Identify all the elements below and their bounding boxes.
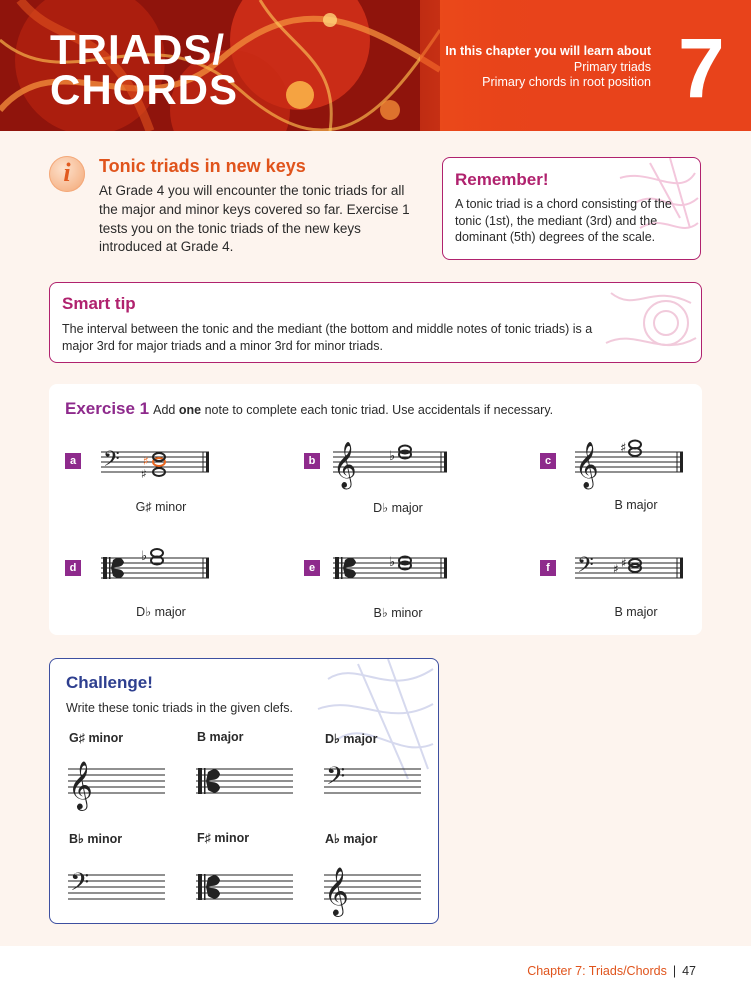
exercise-label-c: B major bbox=[614, 498, 658, 512]
challenge-staff-1[interactable] bbox=[68, 757, 168, 807]
challenge-staff-5[interactable] bbox=[196, 863, 296, 913]
challenge-key-label: A♭ major bbox=[325, 832, 378, 846]
exercise-title: Exercise 1 bbox=[65, 399, 150, 418]
exercise-letter-c: c bbox=[540, 453, 556, 469]
staff-a[interactable] bbox=[99, 432, 211, 492]
page-footer bbox=[527, 964, 696, 978]
sharp-icon: ♯ bbox=[143, 454, 149, 468]
challenge-box bbox=[49, 658, 439, 924]
flat-icon: ♭ bbox=[389, 555, 396, 570]
smart-tip-title: Smart tip bbox=[62, 294, 136, 313]
exercise-label-b: D♭ major bbox=[373, 501, 423, 515]
remember-body: A tonic triad is a chord consisting of the tonic (1st), the mediant (3rd) and the dominant (5th) degrees of the scale. bbox=[455, 197, 672, 244]
exercise-heading: Exercise 1 Add one note to complete each tonic triad. Use accidentals if necessary. bbox=[65, 399, 554, 418]
exercise-label-a: G♯ minor bbox=[135, 500, 187, 514]
flat-icon: ♭ bbox=[141, 549, 148, 564]
exercise-label-e: B♭ minor bbox=[373, 606, 423, 620]
challenge-staff-6[interactable] bbox=[324, 863, 424, 913]
challenge-title: Challenge! bbox=[66, 673, 153, 692]
bass-clef-icon: 𝄢 bbox=[70, 868, 90, 903]
tonic-section-body: At Grade 4 you will encounter the tonic triads for all the major and minor keys covered so far. Exercise 1 tests you on the tonic triads of the new keys introduced at Grade 4. bbox=[99, 183, 410, 255]
exercise-letter-d: d bbox=[65, 560, 81, 576]
treble-clef-icon: 𝄞 bbox=[68, 760, 93, 809]
challenge-key-label: B major bbox=[197, 730, 244, 744]
footer-separator: | bbox=[672, 964, 677, 978]
learning-objectives bbox=[445, 44, 651, 91]
staff-c[interactable] bbox=[573, 432, 685, 492]
chapter-header bbox=[0, 0, 751, 131]
challenge-key-label: D♭ major bbox=[325, 732, 378, 746]
staff-d[interactable] bbox=[99, 538, 211, 598]
smart-tip-body: The interval between the tonic and the mediant (the bottom and middle notes of tonic triads) is a major 3rd for major triads and a minor 3rd for minor triads. bbox=[62, 322, 593, 353]
learning-item: Primary chords in root position bbox=[482, 75, 651, 89]
exercise-1 bbox=[49, 384, 702, 635]
smart-tip-box bbox=[49, 282, 702, 363]
bass-clef-icon: 𝄢 bbox=[103, 447, 120, 477]
treble-clef-icon: 𝄞 bbox=[324, 866, 349, 915]
chapter-title: TRIADS/ CHORDS bbox=[50, 26, 239, 113]
info-icon: i bbox=[49, 156, 85, 192]
exercise-letter-a: a bbox=[65, 453, 81, 469]
bass-clef-icon: 𝄢 bbox=[326, 762, 346, 797]
challenge-staff-2[interactable] bbox=[196, 757, 296, 807]
remember-title: Remember! bbox=[455, 170, 549, 189]
staff-f[interactable] bbox=[573, 538, 685, 598]
page-number: 47 bbox=[682, 964, 696, 978]
challenge-key-label: B♭ minor bbox=[69, 832, 123, 846]
challenge-key-label: F♯ minor bbox=[197, 831, 250, 845]
challenge-key-label: G♯ minor bbox=[69, 731, 124, 745]
exercise-label-f: B major bbox=[614, 605, 658, 619]
chapter-number: 7 bbox=[678, 21, 725, 115]
exercise-letter-e: e bbox=[304, 560, 320, 576]
treble-clef-icon: 𝄞 bbox=[575, 442, 599, 488]
challenge-subtitle: Write these tonic triads in the given clefs. bbox=[66, 701, 293, 715]
staff-b[interactable] bbox=[331, 432, 449, 492]
exercise-letter-f: f bbox=[540, 560, 556, 576]
staff-e[interactable] bbox=[331, 538, 449, 598]
sharp-icon: ♯ bbox=[621, 556, 627, 570]
treble-clef-icon: 𝄞 bbox=[333, 442, 357, 488]
footer-chapter: Chapter 7: Triads/Chords bbox=[527, 964, 667, 978]
learning-heading: In this chapter you will learn about bbox=[445, 44, 651, 58]
remember-box bbox=[442, 157, 701, 260]
bass-clef-icon: 𝄢 bbox=[577, 553, 594, 583]
flat-icon: ♭ bbox=[389, 449, 396, 464]
sharp-icon: ♯ bbox=[620, 441, 627, 456]
challenge-staff-4[interactable] bbox=[68, 863, 168, 913]
learning-item: Primary triads bbox=[573, 59, 651, 74]
sharp-icon: ♯ bbox=[141, 467, 147, 481]
exercise-letter-b: b bbox=[304, 453, 320, 469]
challenge-staff-3[interactable] bbox=[324, 757, 424, 807]
sharp-icon: ♯ bbox=[613, 562, 619, 576]
exercise-label-d: D♭ major bbox=[136, 605, 186, 619]
tonic-section-title: Tonic triads in new keys bbox=[99, 156, 306, 176]
